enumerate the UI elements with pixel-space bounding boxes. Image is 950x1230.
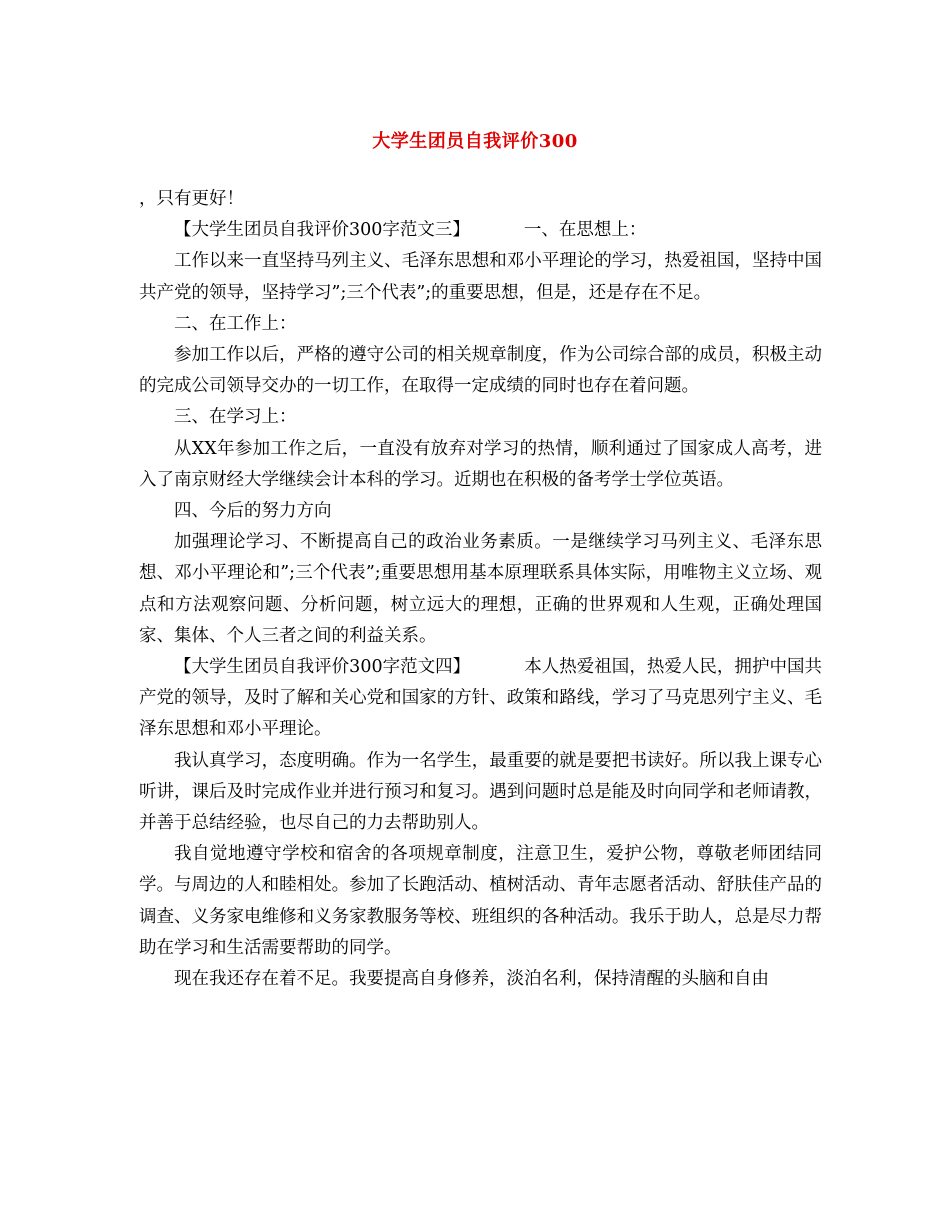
paragraph-2-text: 一、在思想上：	[523, 220, 647, 241]
paragraph-13: 现在我还存在着不足。我要提高自身修养，淡泊名利，保持清醒的头脑和自由	[174, 969, 769, 990]
paragraph-10-text: 本人热爱祖国，热爱人民，拥护中国共产党的领导，及时了解和关心党和国家的方针、政策和路线，学习了马克思列宁主义、毛泽东思想和邓小平理论。	[139, 657, 823, 740]
paragraph-10	[139, 652, 822, 746]
document-title: 大学生团员自我评价300	[372, 131, 578, 152]
paragraph-6: 三、在学习上：	[174, 407, 297, 428]
section-heading-3: 【大学生团员自我评价300字范文三】	[174, 220, 470, 241]
paragraph-5: 参加工作以后，严格的遵守公司的相关规章制度，作为公司综合部的成员，积极主动的完成公司领导交办的一切工作，在取得一定成绩的同时也存在着问题。	[139, 345, 822, 397]
paragraph-8: 四、今后的努力方向	[174, 501, 332, 522]
paragraph-2	[139, 215, 822, 246]
paragraph-3: 工作以来一直坚持马列主义、毛泽东思想和邓小平理论的学习，热爱祖国，坚持中国共产党的领导，坚持学习”;三个代表”;的重要思想，但是，还是存在不足。	[139, 251, 822, 303]
paragraph-9: 加强理论学习、不断提高自己的政治业务素质。一是继续学习马列主义、毛泽东思想、邓小平理论和”;三个代表”;重要思想用基本原理联系具体实际，用唯物主义立场、观点和方法观察问题、分析问题，树立远大的理想，正确的世界观和人生观，正确处理国家、集体、个人三者之间的利益关系。	[139, 532, 822, 646]
paragraph-11: 我认真学习，态度明确。作为一名学生，最重要的就是要把书读好。所以我上课专心听讲，课后及时完成作业并进行预习和复习。遇到问题时总是能及时向同学和老师请教，并善于总结经验，也尽自己的力去帮助别人。	[139, 750, 822, 834]
section-heading-4: 【大学生团员自我评价300字范文四】	[174, 657, 471, 678]
paragraph-4: 二、在工作上：	[174, 313, 297, 334]
paragraph-1: ，只有更好！	[139, 189, 244, 209]
document-body	[139, 184, 822, 995]
paragraph-12: 我自觉地遵守学校和宿舍的各项规章制度，注意卫生，爱护公物，尊敬老师团结同学。与周边的人和睦相处。参加了长跑活动、植树活动、青年志愿者活动、舒肤佳产品的调查、义务家电维修和义务家教服务等校、班组织的各种活动。我乐于助人，总是尽力帮助在学习和生活需要帮助的同学。	[139, 844, 822, 958]
paragraph-7: 从XX年参加工作之后，一直没有放弃对学习的热情，顺利通过了国家成人高考，进入了南京财经大学继续会计本科的学习。近期也在积极的备考学士学位英语。	[139, 438, 822, 490]
